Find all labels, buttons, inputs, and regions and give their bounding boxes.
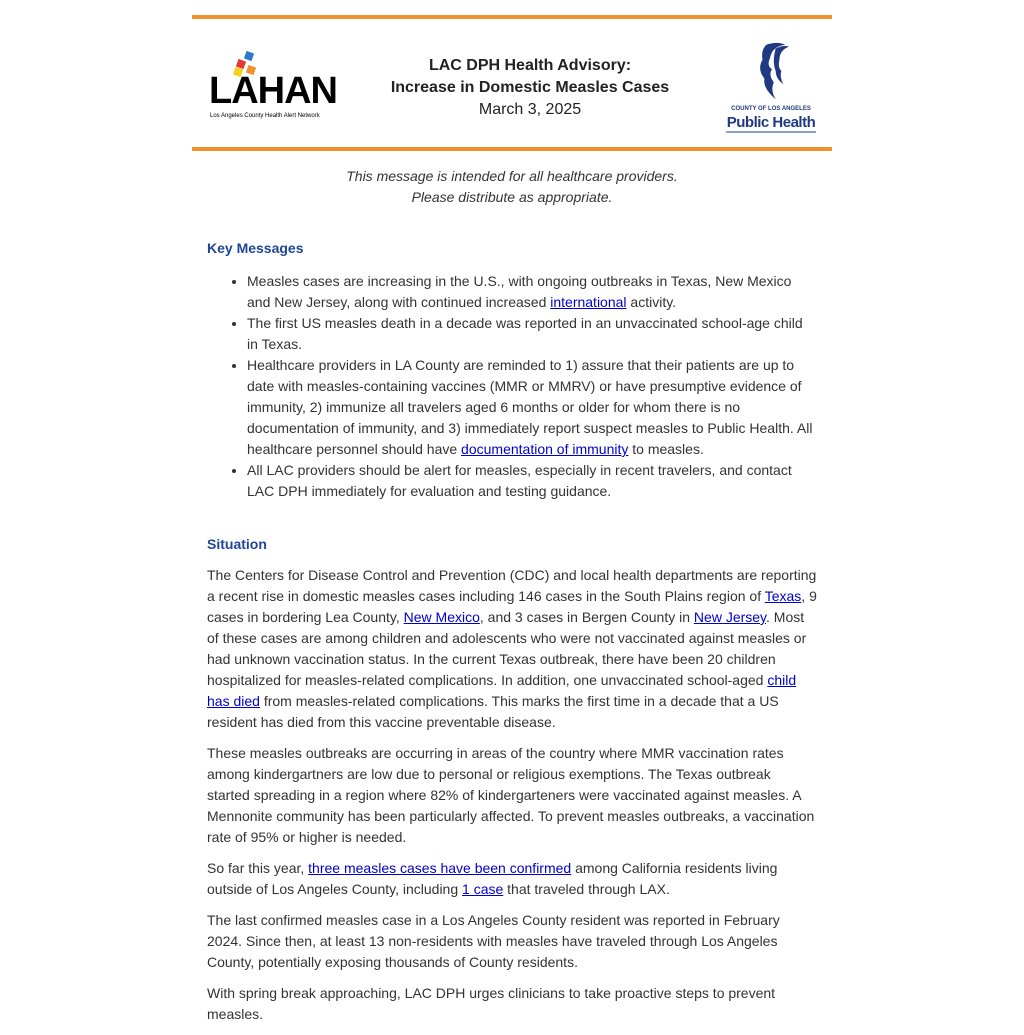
header (192, 19, 832, 147)
text-segment: from measles-related complications. This marks the first time in a decade that a US resident has died from this vaccine preventable disease. (207, 693, 779, 730)
text-segment: Healthcare providers in LA County are reminded to 1) assure that their patients are up to date with measles-containing vaccines (MMR or MMRV) or have presumptive evidence of immunity, 2) immunize all travelers aged 6 months or older for whom there is no documentation of immunity, and 3) immediately report suspect measles to Public Health. All healthcare personnel should have (247, 357, 813, 457)
text-segment: . Most of these cases are among children and adolescents who were not vaccinated against measles or had unknown vaccination status. In the current Texas outbreak, there have been 20 children hospitalized for measles-related complications. In addition, one unvaccinated school-aged (207, 609, 807, 688)
key-messages-list (207, 271, 817, 502)
situation-body (207, 565, 817, 1025)
inline-link[interactable]: documentation of immunity (461, 441, 629, 457)
text-segment: With spring break approaching, LAC DPH urges clinicians to take proactive steps to prevent measles. (207, 985, 776, 1022)
key-message-item (247, 355, 817, 460)
faces-profile-icon (726, 41, 816, 103)
inline-link[interactable]: child has died (207, 672, 797, 709)
inline-link[interactable]: three measles cases have been confirmed (308, 860, 572, 876)
situation-paragraph (207, 743, 817, 848)
lahan-logo-word: LAHAN (209, 70, 337, 112)
text-segment: So far this year, (207, 860, 309, 876)
bottom-divider (192, 147, 832, 151)
text-segment: These measles outbreaks are occurring in areas of the country where MMR vaccination rates among kindergartners are low due to personal or religious exemptions. The Texas outbreak started spreading in a region where 82% of kindergarteners were vaccinated against measles. A Mennonite community has been particularly affected. To prevent measles outbreaks, a vaccination rate of 95% or higher is needed. (207, 745, 815, 845)
inline-link[interactable]: New Jersey (693, 609, 767, 625)
situation-paragraph (207, 983, 817, 1025)
text-segment: that traveled through LAX. (503, 881, 670, 897)
advisory-email (192, 15, 832, 1035)
intro-note (192, 166, 832, 208)
public-health-county: COUNTY OF LOS ANGELES (731, 106, 811, 112)
lahan-logo-subtitle: Los Angeles County Health Alert Network (210, 113, 320, 119)
text-segment: All LAC providers should be alert for measles, especially in recent travelers, and contact LAC DPH immediately for evaluation and testing guidance. (247, 462, 792, 499)
logo-square-blue (244, 51, 254, 61)
advisory-date: March 3, 2025 (478, 101, 582, 118)
lahan-logo (209, 55, 337, 121)
text-segment: Measles cases are increasing in the U.S., with ongoing outbreaks in Texas, New Mexico and New Jersey, along with continued increased (247, 273, 792, 310)
text-segment: , 9 cases in bordering Lea County, (207, 588, 817, 625)
key-message-item (247, 271, 817, 313)
inline-link[interactable]: international (550, 294, 627, 310)
inline-link[interactable]: Texas (764, 588, 802, 604)
key-message-item (247, 313, 817, 355)
text-segment: among California residents living outside of Los Angeles County, including (207, 860, 778, 897)
content (192, 238, 832, 1025)
situation-paragraph (207, 565, 817, 733)
situation-heading: Situation (207, 536, 267, 552)
inline-link[interactable]: New Mexico (403, 609, 480, 625)
text-segment: The last confirmed measles case in a Los Angeles County resident was reported in February 2024. Since then, at least 13 non-residents with measles have traveled through Los Angeles County, potentially exposing thousands of County residents. (207, 912, 780, 970)
advisory-title (342, 55, 718, 121)
public-health-logo (726, 41, 816, 135)
public-health-name: Public Health (726, 114, 816, 131)
situation-paragraph (207, 910, 817, 973)
text-segment: The first US measles death in a decade was reported in an unvaccinated school-age child in Texas. (247, 315, 803, 352)
title-line-1: LAC DPH Health Advisory: (428, 57, 632, 74)
key-message-item (247, 460, 817, 502)
intro-line-1: This message is intended for all healthcare providers. (346, 168, 678, 184)
text-segment: , and 3 cases in Bergen County in (479, 609, 694, 625)
key-messages-heading: Key Messages (207, 240, 304, 256)
inline-link[interactable]: 1 case (462, 881, 504, 897)
title-line-2: Increase in Domestic Measles Cases (390, 79, 670, 96)
text-segment: to measles. (628, 441, 704, 457)
situation-paragraph (207, 858, 817, 900)
text-segment: activity. (626, 294, 677, 310)
intro-line-2: Please distribute as appropriate. (411, 189, 613, 205)
text-segment: The Centers for Disease Control and Prevention (CDC) and local health departments are reporting a recent rise in domestic measles cases including 146 cases in the South Plains region of (207, 567, 817, 604)
